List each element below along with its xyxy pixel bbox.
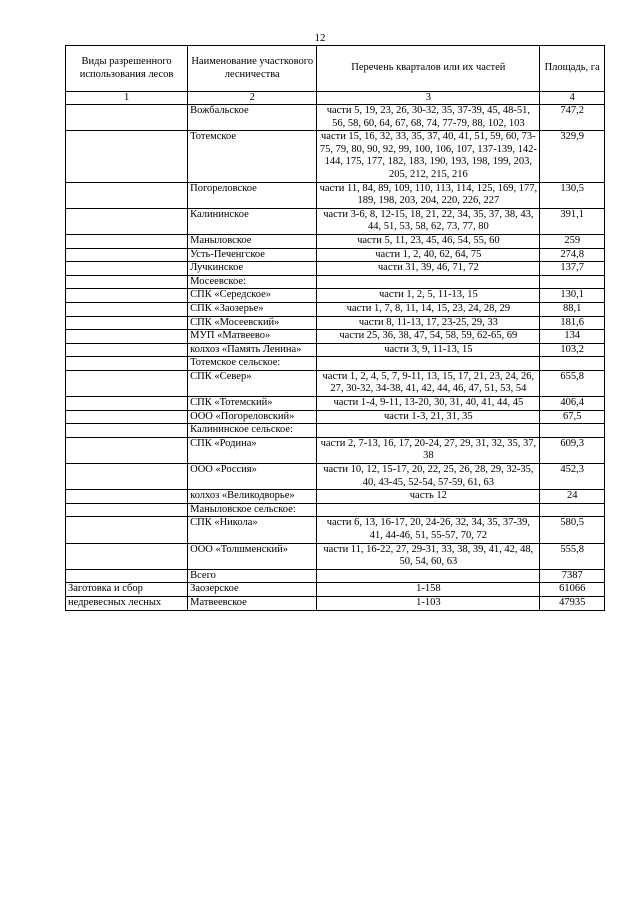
row-area: 88,1 [540, 302, 605, 316]
table-row [66, 248, 605, 262]
table-row [66, 262, 605, 276]
row-use-type [66, 248, 188, 262]
table-row [66, 234, 605, 248]
row-quarters: части 11, 16-22, 27, 29-31, 33, 38, 39, 41, 42, 48, 50, 54, 60, 63 [317, 543, 540, 569]
row-use-type [66, 503, 188, 517]
row-quarters [317, 357, 540, 371]
row-use-type: недревесных лесных [66, 596, 188, 610]
row-forestry-name: СПК «Родина» [188, 437, 317, 463]
row-area: 609,3 [540, 437, 605, 463]
table-row [66, 490, 605, 504]
row-use-type [66, 343, 188, 357]
row-forestry-name: колхоз «Великодворье» [188, 490, 317, 504]
row-forestry-name: СПК «Тотемский» [188, 397, 317, 411]
header-use-type: Виды разрешенного использования лесов [66, 46, 188, 92]
col-number-3: 3 [317, 92, 540, 105]
row-forestry-name: Тотемское сельское: [188, 357, 317, 371]
row-quarters: части 11, 84, 89, 109, 110, 113, 114, 125, 169, 177, 189, 198, 203, 204, 220, 226, 227 [317, 182, 540, 208]
table-row [66, 357, 605, 371]
row-quarters [317, 503, 540, 517]
row-area: 406,4 [540, 397, 605, 411]
row-use-type [66, 131, 188, 182]
row-use-type [66, 437, 188, 463]
table-row [66, 343, 605, 357]
row-forestry-name: Вожбальское [188, 105, 317, 131]
row-forestry-name: СПК «Никола» [188, 517, 317, 543]
row-area: 329,9 [540, 131, 605, 182]
row-area: 747,2 [540, 105, 605, 131]
row-forestry-name: СПК «Заозерье» [188, 302, 317, 316]
table-row [66, 182, 605, 208]
table-row [66, 370, 605, 396]
header-area: Площадь, га [540, 46, 605, 92]
row-area: 655,8 [540, 370, 605, 396]
row-area [540, 275, 605, 289]
row-quarters: часть 12 [317, 490, 540, 504]
table-row [66, 517, 605, 543]
row-use-type [66, 410, 188, 424]
row-use-type [66, 543, 188, 569]
page-number: 12 [314, 32, 326, 44]
row-quarters: части 2, 7-13, 16, 17, 20-24, 27, 29, 31, 32, 35, 37, 38 [317, 437, 540, 463]
row-forestry-name: СПК «Север» [188, 370, 317, 396]
row-forestry-name: колхоз «Память Ленина» [188, 343, 317, 357]
row-forestry-name: Матвеевское [188, 596, 317, 610]
row-forestry-name: СПК «Середское» [188, 289, 317, 303]
row-quarters: части 1, 7, 8, 11, 14, 15, 23, 24, 28, 29 [317, 302, 540, 316]
row-area: 259 [540, 234, 605, 248]
row-use-type [66, 424, 188, 438]
table-row [66, 302, 605, 316]
row-quarters: части 25, 36, 38, 47, 54, 58, 59, 62-65, 69 [317, 330, 540, 344]
row-forestry-name: ООО «Погореловский» [188, 410, 317, 424]
table-row [66, 543, 605, 569]
row-use-type [66, 289, 188, 303]
row-forestry-name: СПК «Мосеевский» [188, 316, 317, 330]
table-body [66, 105, 605, 611]
col-number-2: 2 [188, 92, 317, 105]
header-forestry-name: Наименование участкового лесничества [188, 46, 317, 92]
table-row [66, 131, 605, 182]
row-area: 274,8 [540, 248, 605, 262]
row-use-type [66, 370, 188, 396]
row-use-type [66, 517, 188, 543]
row-quarters [317, 424, 540, 438]
table-row [66, 596, 605, 610]
row-quarters: части 31, 39, 46, 71, 72 [317, 262, 540, 276]
row-area: 130,1 [540, 289, 605, 303]
row-forestry-name: Всего [188, 569, 317, 583]
row-forestry-name: Калининское [188, 208, 317, 234]
table-row [66, 503, 605, 517]
row-forestry-name: Тотемское [188, 131, 317, 182]
row-quarters: части 15, 16, 32, 33, 35, 37, 40, 41, 51, 59, 60, 73-75, 79, 80, 90, 92, 99, 100, 106, 107, 137-139, 142-144, 175, 177, 182, 183, 190, 193, 198, 199, 203, 205, 212, 215, 216 [317, 131, 540, 182]
table-row [66, 330, 605, 344]
row-area: 7387 [540, 569, 605, 583]
row-use-type [66, 397, 188, 411]
row-quarters: части 1-3, 21, 31, 35 [317, 410, 540, 424]
table-row [66, 397, 605, 411]
row-quarters: части 8, 11-13, 17, 23-25, 29, 33 [317, 316, 540, 330]
row-forestry-name: Калининское сельское: [188, 424, 317, 438]
row-quarters: части 3, 9, 11-13, 15 [317, 343, 540, 357]
row-forestry-name: Заозерское [188, 583, 317, 597]
row-area: 61066 [540, 583, 605, 597]
row-forestry-name: ООО «Толшменский» [188, 543, 317, 569]
row-quarters: части 6, 13, 16-17, 20, 24-26, 32, 34, 35, 37-39, 41, 44-46, 51, 55-57, 70, 72 [317, 517, 540, 543]
row-use-type [66, 234, 188, 248]
row-area: 555,8 [540, 543, 605, 569]
row-area: 452,3 [540, 464, 605, 490]
row-quarters [317, 275, 540, 289]
row-area: 130,5 [540, 182, 605, 208]
table-row [66, 275, 605, 289]
row-use-type [66, 330, 188, 344]
row-use-type [66, 316, 188, 330]
row-quarters: 1-103 [317, 596, 540, 610]
row-area: 67,5 [540, 410, 605, 424]
table-row [66, 464, 605, 490]
row-area: 580,5 [540, 517, 605, 543]
row-quarters: части 5, 19, 23, 26, 30-32, 35, 37-39, 45, 48-51, 56, 58, 60, 64, 67, 68, 74, 77-79, 88, 102, 103 [317, 105, 540, 131]
row-use-type [66, 464, 188, 490]
row-use-type [66, 275, 188, 289]
row-quarters: части 1-4, 9-11, 13-20, 30, 31, 40, 41, 44, 45 [317, 397, 540, 411]
row-quarters: 1-158 [317, 583, 540, 597]
row-area: 103,2 [540, 343, 605, 357]
row-use-type [66, 182, 188, 208]
col-number-4: 4 [540, 92, 605, 105]
row-use-type [66, 262, 188, 276]
row-use-type [66, 357, 188, 371]
row-forestry-name: Лучкинское [188, 262, 317, 276]
table-row [66, 105, 605, 131]
row-use-type [66, 490, 188, 504]
row-quarters: части 5, 11, 23, 45, 46, 54, 55, 60 [317, 234, 540, 248]
header-quarters: Перечень кварталов или их частей [317, 46, 540, 92]
row-area [540, 357, 605, 371]
row-area: 47935 [540, 596, 605, 610]
table-row [66, 208, 605, 234]
row-area: 391,1 [540, 208, 605, 234]
row-forestry-name: ООО «Россия» [188, 464, 317, 490]
row-forestry-name: Маныловское сельское: [188, 503, 317, 517]
row-use-type [66, 105, 188, 131]
row-use-type [66, 569, 188, 583]
table-row [66, 410, 605, 424]
row-area: 24 [540, 490, 605, 504]
table-row [66, 424, 605, 438]
row-forestry-name: Маныловское [188, 234, 317, 248]
table-row [66, 289, 605, 303]
row-area: 134 [540, 330, 605, 344]
table-row [66, 316, 605, 330]
row-use-type: Заготовка и сбор [66, 583, 188, 597]
row-quarters: части 1, 2, 5, 11-13, 15 [317, 289, 540, 303]
row-quarters: части 1, 2, 4, 5, 7, 9-11, 13, 15, 17, 21, 23, 24, 26, 27, 30-32, 34-38, 41, 42, 44, 46, 47, 51, 53, 54 [317, 370, 540, 396]
row-quarters: части 3-6, 8, 12-15, 18, 21, 22, 34, 35, 37, 38, 43, 44, 51, 53, 58, 62, 73, 77, 80 [317, 208, 540, 234]
row-use-type [66, 302, 188, 316]
row-area [540, 503, 605, 517]
table-row [66, 583, 605, 597]
row-forestry-name: Усть-Печенгское [188, 248, 317, 262]
row-quarters [317, 569, 540, 583]
row-quarters: части 1, 2, 40, 62, 64, 75 [317, 248, 540, 262]
table-row [66, 569, 605, 583]
table-row [66, 437, 605, 463]
row-forestry-name: Погореловское [188, 182, 317, 208]
row-area: 137,7 [540, 262, 605, 276]
row-forestry-name: Мосеевское: [188, 275, 317, 289]
row-use-type [66, 208, 188, 234]
col-number-1: 1 [66, 92, 188, 105]
forest-use-table [65, 45, 605, 611]
row-quarters: части 10, 12, 15-17, 20, 22, 25, 26, 28, 29, 32-35, 40, 43-45, 52-54, 57-59, 61, 63 [317, 464, 540, 490]
row-forestry-name: МУП «Матвеево» [188, 330, 317, 344]
row-area [540, 424, 605, 438]
row-area: 181,6 [540, 316, 605, 330]
